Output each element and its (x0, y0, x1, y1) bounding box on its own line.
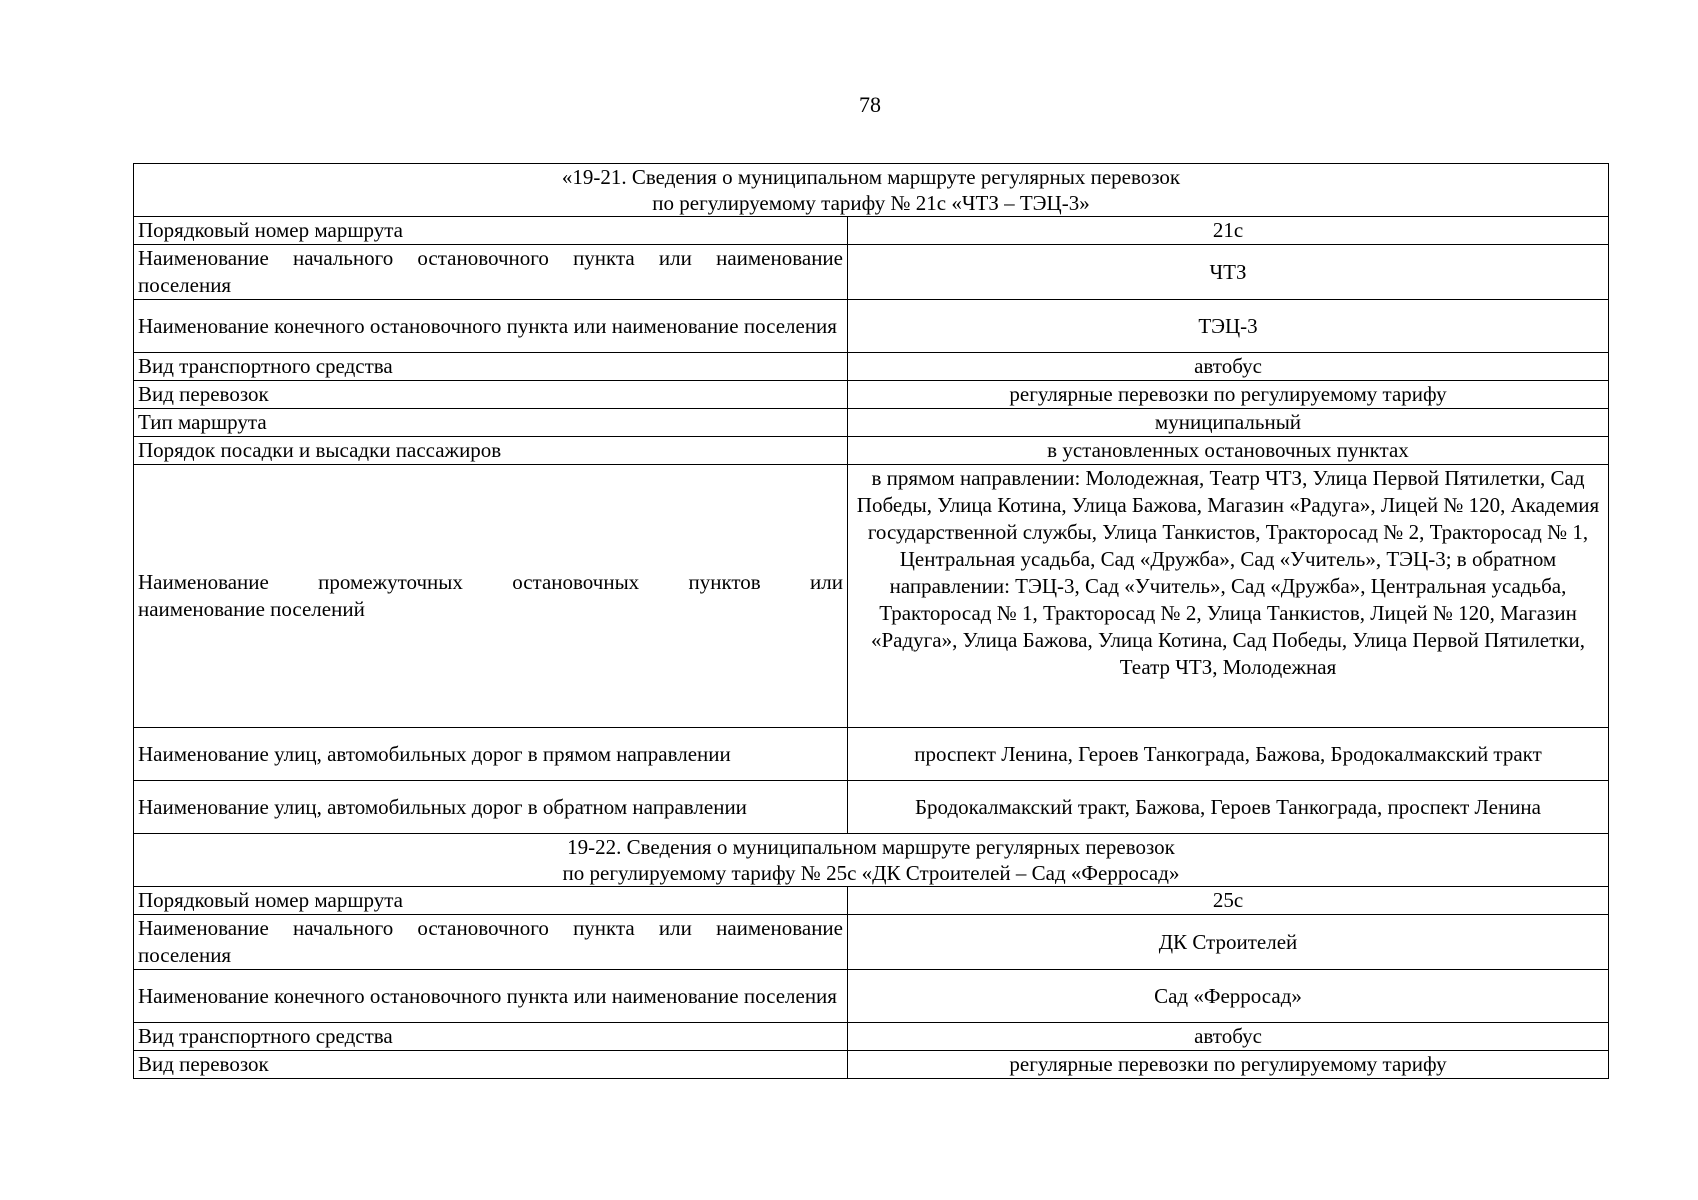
row-label: Вид перевозок (134, 381, 848, 409)
section-title (134, 164, 1609, 217)
table-row (134, 1051, 1609, 1079)
row-value: регулярные перевозки по регулируемому тарифу (848, 1051, 1609, 1079)
table-row (134, 887, 1609, 915)
section-title-line2: по регулируемому тарифу № 21с «ЧТЗ – ТЭЦ-3» (652, 191, 1090, 215)
row-value: в установленных остановочных пунктах (848, 437, 1609, 465)
section-title-line1: 19-22. Сведения о муниципальном маршруте регулярных перевозок (567, 835, 1175, 859)
row-label: Наименование начального остановочного пункта или наименование поселения (134, 915, 848, 970)
row-value: муниципальный (848, 409, 1609, 437)
table-row (134, 300, 1609, 353)
row-label: Порядок посадки и высадки пассажиров (134, 437, 848, 465)
row-label-line1: Наименование промежуточных остановочных пунктов или (138, 570, 843, 594)
row-label: Наименование улиц, автомобильных дорог в обратном направлении (134, 781, 848, 834)
row-label: Тип маршрута (134, 409, 848, 437)
row-label: Наименование конечного остановочного пункта или наименование поселения (134, 970, 848, 1023)
row-value: Бродокалмакский тракт, Бажова, Героев Танкограда, проспект Ленина (848, 781, 1609, 834)
route-info-table (133, 163, 1609, 1079)
row-label: Наименование начального остановочного пункта или наименование поселения (134, 245, 848, 300)
row-label-line2: наименование поселений (138, 597, 365, 621)
row-value: проспект Ленина, Героев Танкограда, Бажова, Бродокалмакский тракт (848, 728, 1609, 781)
section-header-19-21 (134, 164, 1609, 217)
table-row (134, 409, 1609, 437)
page-number: 78 (859, 92, 881, 117)
section-title-line2: по регулируемому тарифу № 25с «ДК Строителей – Сад «Ферросад» (562, 861, 1180, 885)
section-title-line1: «19-21. Сведения о муниципальном маршруте регулярных перевозок (561, 165, 1181, 189)
table-row (134, 437, 1609, 465)
row-label: Вид перевозок (134, 1051, 848, 1079)
table-row (134, 915, 1609, 970)
table-row (134, 245, 1609, 300)
row-label: Вид транспортного средства (134, 1023, 848, 1051)
table-row (134, 1023, 1609, 1051)
row-label: Вид транспортного средства (134, 353, 848, 381)
row-value: 21с (848, 217, 1609, 245)
row-value: регулярные перевозки по регулируемому тарифу (848, 381, 1609, 409)
row-label: Наименование улиц, автомобильных дорог в прямом направлении (134, 728, 848, 781)
table-row (134, 217, 1609, 245)
row-value: автобус (848, 353, 1609, 381)
table-row (134, 353, 1609, 381)
row-value: 25с (848, 887, 1609, 915)
row-label: Порядковый номер маршрута (134, 887, 848, 915)
table-row (134, 970, 1609, 1023)
section-header-19-22 (134, 834, 1609, 887)
row-value: Сад «Ферросад» (848, 970, 1609, 1023)
row-value: в прямом направлении: Молодежная, Театр ЧТЗ, Улица Первой Пятилетки, Сад Победы, Улица Котина, Улица Бажова, Магазин «Радуга», Лицей № 120, Академия государственной службы, Улица Танкистов, Тракторосад № 2, Тракторосад № 1, Центральная усадьба, Сад «Дружба», Сад «Учитель», ТЭЦ-3; в обратном направлении: ТЭЦ-3, Сад «Учитель», Сад «Дружба», Центральная усадьба, Тракторосад № 1, Тракторосад № 2, Улица Танкистов, Лицей № 120, Магазин «Радуга», Улица Бажова, Улица Котина, Сад Победы, Улица Первой Пятилетки, Театр ЧТЗ, Молодежная (848, 465, 1609, 728)
row-label: Наименование конечного остановочного пункта или наименование поселения (134, 300, 848, 353)
row-label (134, 465, 848, 728)
table-row (134, 465, 1609, 728)
row-value: ЧТЗ (848, 245, 1609, 300)
section-title (134, 834, 1609, 887)
row-label: Порядковый номер маршрута (134, 217, 848, 245)
table-row (134, 781, 1609, 834)
row-value: ДК Строителей (848, 915, 1609, 970)
table-row (134, 381, 1609, 409)
row-value: автобус (848, 1023, 1609, 1051)
table-row (134, 728, 1609, 781)
row-value: ТЭЦ-3 (848, 300, 1609, 353)
